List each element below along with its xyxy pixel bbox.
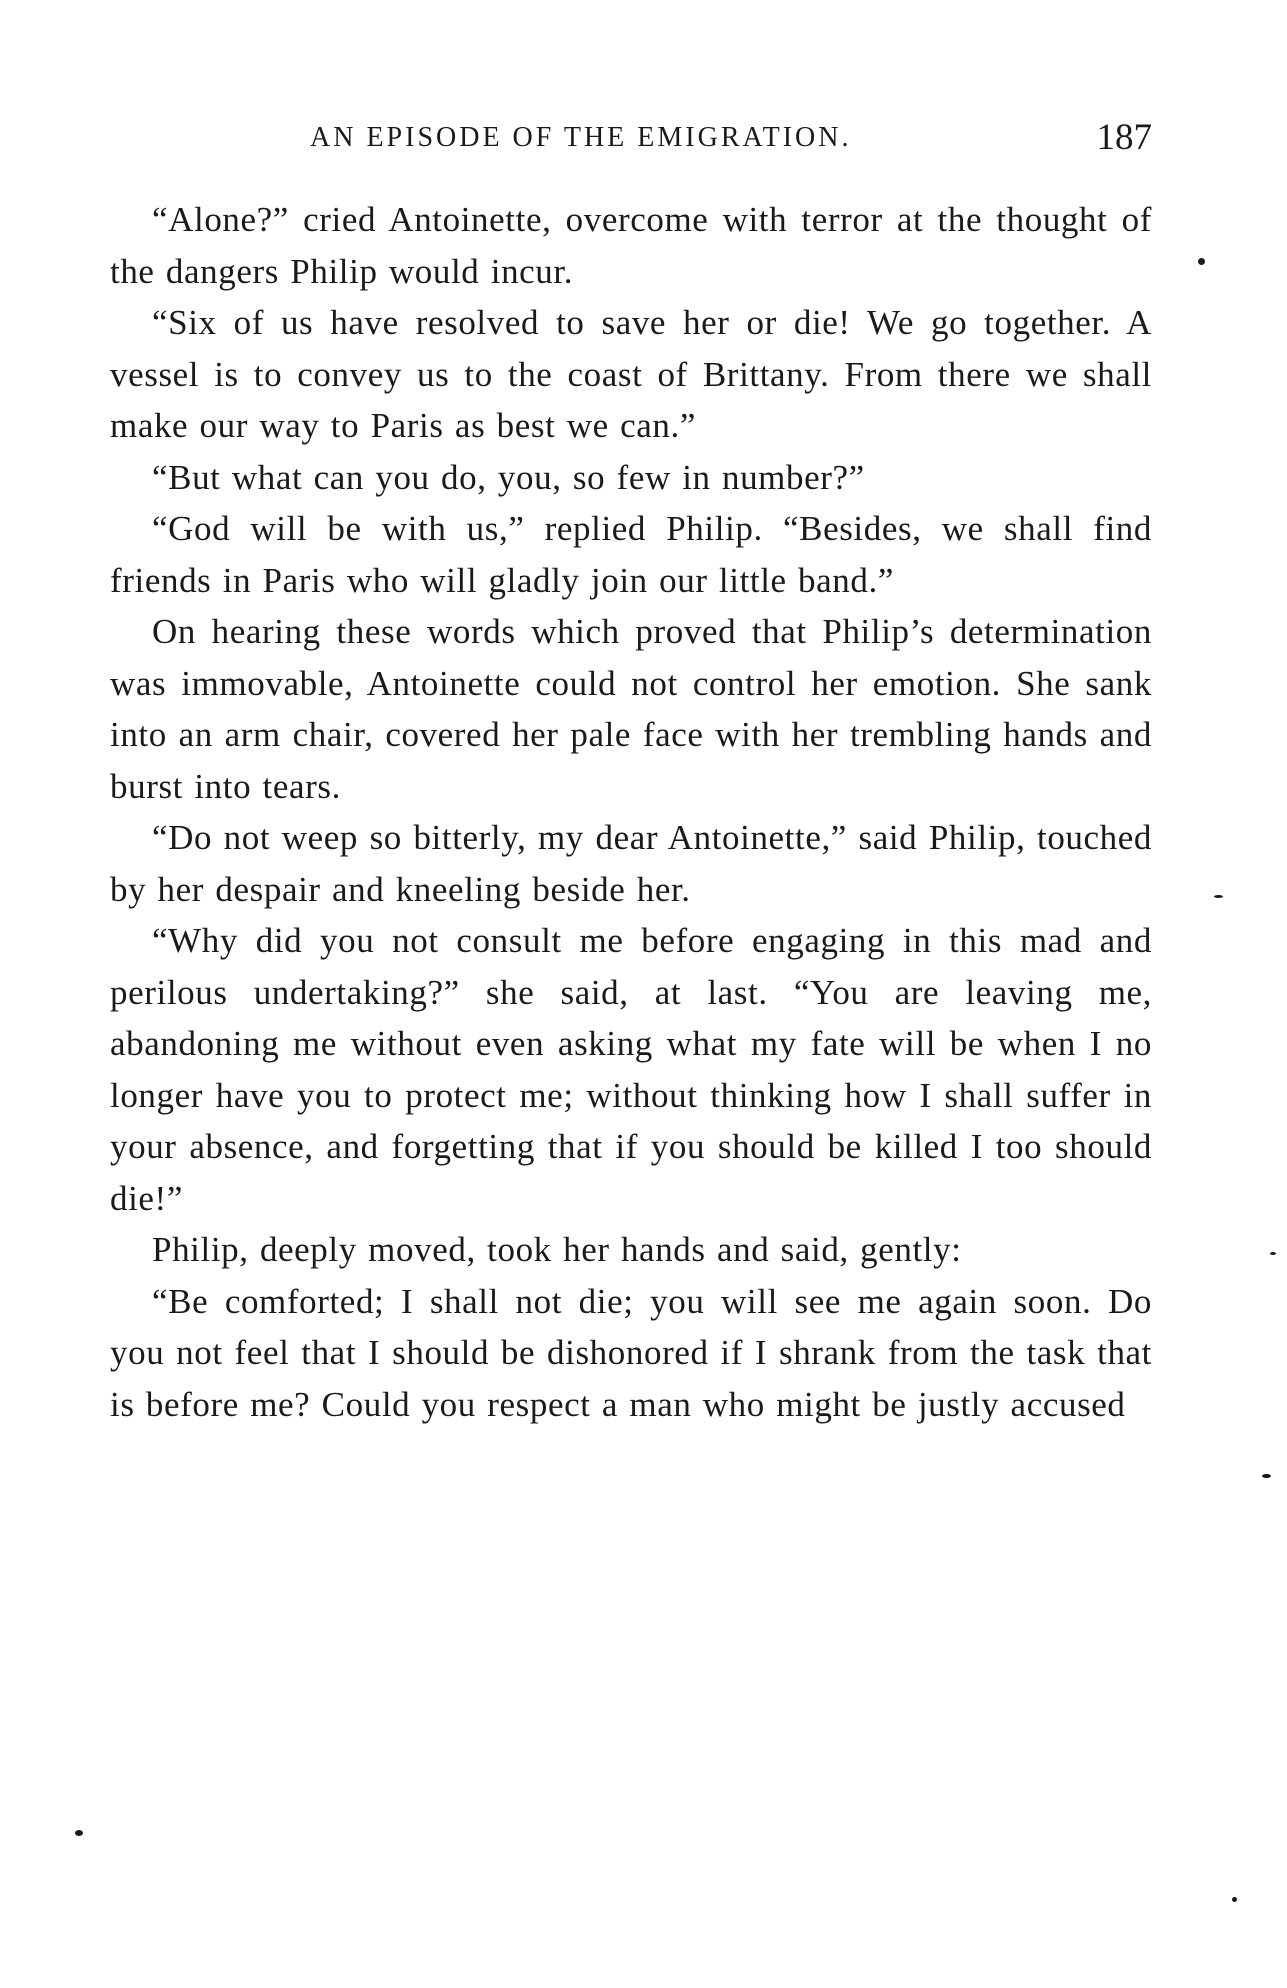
paragraph-1: “Alone?” cried Antoinette, overcome with terror at the thought of the dangers Philip would incur. bbox=[110, 200, 1152, 291]
paragraph-2: “Six of us have resolved to save her or die! We go together. A vessel is to convey us to the coast of Brittany. From there we shall make our way to Paris as best we can.” bbox=[110, 303, 1152, 445]
scan-speck bbox=[1214, 895, 1223, 898]
scan-speck bbox=[75, 1830, 83, 1836]
paragraph-8: Philip, deeply moved, took her hands and said, gently: bbox=[152, 1230, 962, 1269]
running-title: AN EPISODE OF THE EMIGRATION. bbox=[310, 122, 852, 153]
paragraph-7: “Why did you not consult me before engaging in this mad and perilous undertaking?” she said, at last. “You are leaving me, abandoning me without even asking what my fate will be when I no longer have you to protect me; without thinking how I shall suffer in your absence, and forgetting that if you should be killed I too should die!” bbox=[110, 921, 1152, 1218]
book-page bbox=[110, 112, 1152, 1430]
paragraph-5: On hearing these words which proved that Philip’s determination was immovable, Antoinette could not control her emotion. She sank into an arm chair, covered her pale face with her trembling hands and burst into tears. bbox=[110, 612, 1152, 806]
scan-speck bbox=[1262, 1474, 1271, 1478]
scan-speck bbox=[1270, 1252, 1276, 1255]
paragraph-4: “God will be with us,” replied Philip. “Besides, we shall find friends in Paris who will gladly join our little band.” bbox=[110, 509, 1152, 600]
scan-speck bbox=[1232, 1897, 1237, 1902]
running-head bbox=[110, 112, 1152, 172]
paragraph-6: “Do not weep so bitterly, my dear Antoinette,” said Philip, touched by her despair and kneeling beside her. bbox=[110, 818, 1152, 909]
scan-speck bbox=[1198, 258, 1205, 265]
paragraph-9: “Be comforted; I shall not die; you will see me again soon. Do you not feel that I should be dishonored if I shrank from the task that is before me? Could you respect a man who might be justly accused bbox=[110, 1281, 1152, 1424]
body-text bbox=[110, 194, 1152, 1430]
paragraph-3: “But what can you do, you, so few in number?” bbox=[152, 457, 865, 497]
page-number: 187 bbox=[1096, 117, 1152, 158]
